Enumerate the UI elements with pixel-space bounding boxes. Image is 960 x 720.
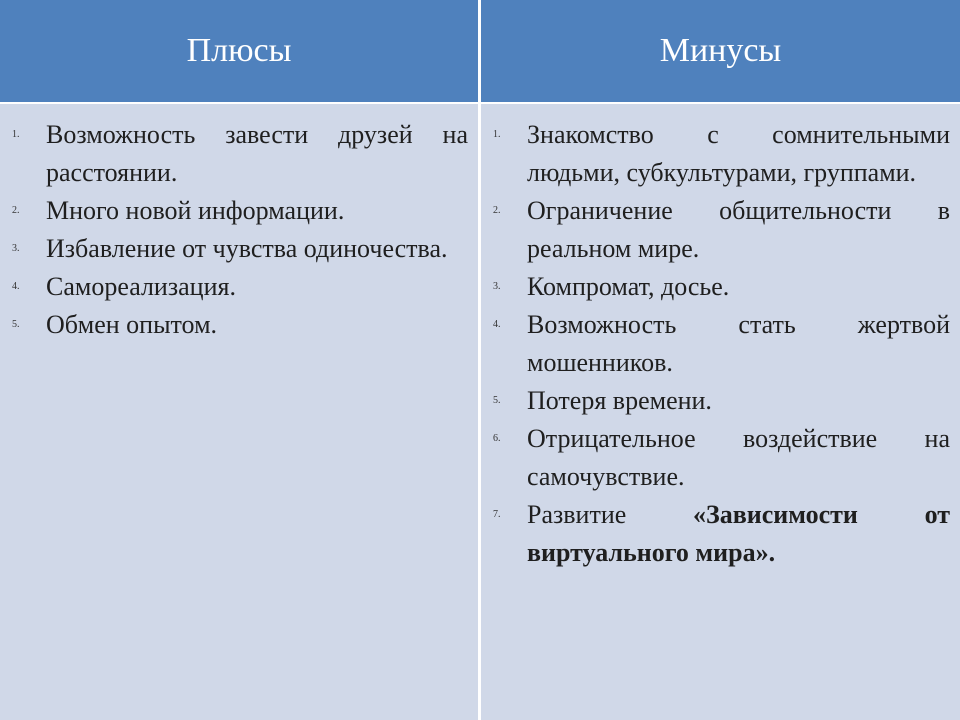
list-number: 2.: [12, 205, 20, 216]
list-item: [0, 116, 468, 192]
list-number: 6.: [493, 433, 501, 444]
list-number: 4.: [493, 319, 501, 330]
list-item: [481, 496, 950, 572]
header-cons-label: Минусы: [659, 32, 782, 69]
list-item-text: Избавление от чувства одиночества.: [46, 234, 448, 263]
list-item-text: Компромат, досье.: [527, 272, 730, 301]
list-item-text: Отрицательное воздействие на самочувствие.: [527, 424, 950, 491]
list-item-text: Обмен опытом.: [46, 310, 218, 339]
list-number: 4.: [12, 281, 20, 292]
list-item: [0, 268, 468, 306]
list-number: 7.: [493, 509, 501, 520]
list-item-text: Потеря времени.: [527, 386, 712, 415]
list-item-text: Знакомство с сомнительными людьми, субкультурами, группами.: [527, 120, 950, 187]
list-number: 1.: [12, 129, 20, 140]
list-item-bold-text: «Зависимости от виртуального мира».: [527, 500, 951, 567]
list-number: 3.: [493, 281, 501, 292]
list-item: [0, 306, 468, 344]
list-number: 5.: [12, 319, 20, 330]
list-item: [481, 420, 950, 496]
list-item-text: Много новой информации.: [46, 196, 345, 225]
list-item-text: Возможность завести друзей на расстоянии.: [46, 120, 468, 187]
header-pros: [0, 0, 480, 104]
header-pros-label: Плюсы: [186, 32, 292, 69]
list-item: [481, 192, 950, 268]
list-item: [0, 230, 468, 268]
list-number: 2.: [493, 205, 501, 216]
list-item: [481, 268, 950, 306]
list-item-text: Развитие: [527, 500, 693, 529]
list-number: 1.: [493, 129, 501, 140]
list-item: [481, 382, 950, 420]
list-number: 3.: [12, 243, 20, 254]
list-item: [481, 116, 950, 192]
list-item-text: Самореализация.: [46, 272, 236, 301]
pros-list: [0, 116, 468, 344]
list-item-text: Возможность стать жертвой мошенников.: [527, 310, 950, 377]
header-cons: [480, 0, 960, 104]
list-item: [481, 306, 950, 382]
list-item-text: Ограничение общительности в реальном мире.: [527, 196, 950, 263]
list-item: [0, 192, 468, 230]
cons-cell: [480, 104, 960, 720]
pros-cell: [0, 104, 480, 720]
list-number: 5.: [493, 395, 501, 406]
cons-list: [481, 116, 950, 572]
